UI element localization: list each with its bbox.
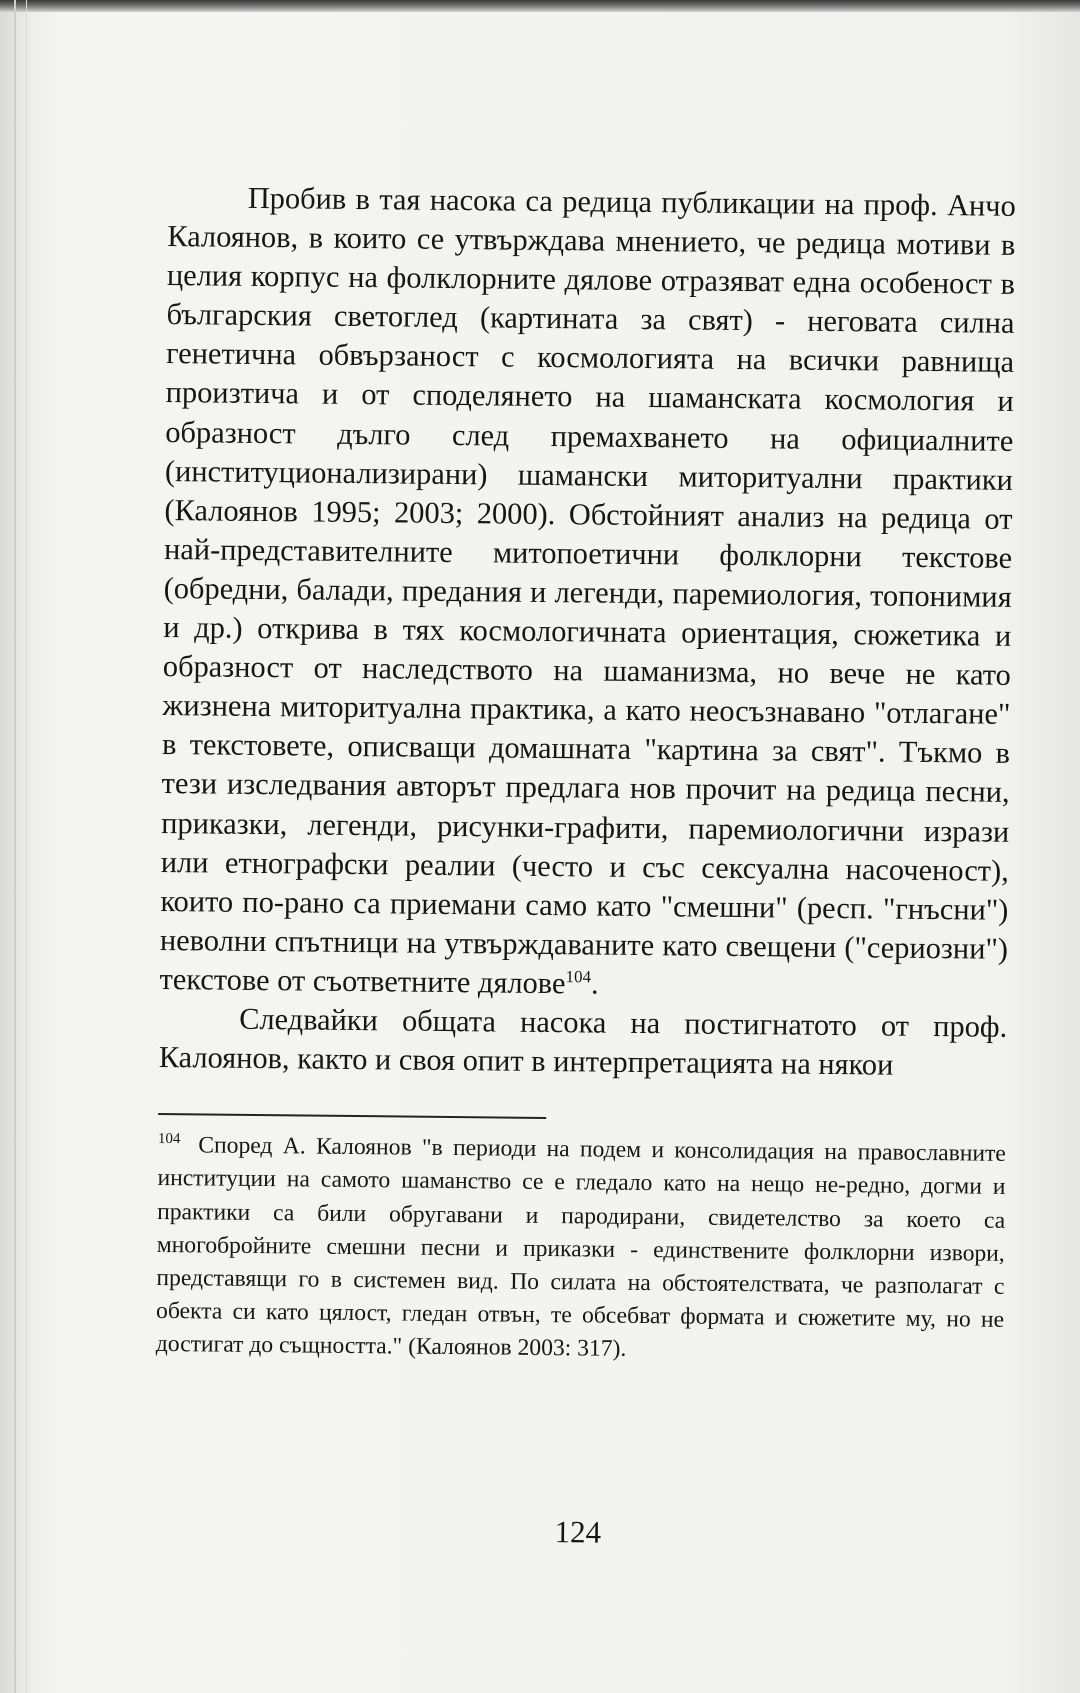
paragraph <box>159 999 1008 1086</box>
footnote-text: Според А. Калоянов "в периоди на подем и консолидация на православните институции на самото шаманство се е гледало като на нещо не-редно, догми и практики са били обругавани и пародирани, свидетелство за което са многобройните смешни песни и приказки - единствените фолклорни извори, представящи го в системен вид. По силата на обстоятелствата, че разполагат с обекта си като цялост, гледан отвън, те обсебват формата и сюжетите му, но не достигат до същността." (Калоянов 2003: 317). <box>155 1132 1006 1363</box>
footnote-number: 104 <box>157 1131 181 1148</box>
footnote-reference[interactable]: 104 <box>565 966 592 987</box>
scan-top-shadow <box>0 0 1080 12</box>
paragraph <box>159 178 1016 1008</box>
paragraph-text: Пробив в тая насока са редица публикации на проф. Анчо Калоянов, в които се утвърждава мнението, че редица мотиви в целия корпус на фолклорните дялове отразяват една особеност в българския светоглед (картината за свят) - неговата силна генетична обвързаност с космологията на всички равнища произтича и от споделянето на шаманската космология и образност дълго след премахването на официалните (институционализирани) шамански миторитуални практики (Калоянов 1995; 2003; 2000). Обстойният анализ на редица от най-представителните митопоетични фолклорни текстове (обредни, балади, предания и легенди, паремиология, топонимия и др.) открива в тях космологичната ориентация, сюжетика и образност от наследството на шаманизма, но вече не като жизнена миторитуална практика, а като неосъзнавано "отлагане" в текстовете, описващи домашната "картина за свят". Тъкмо в тези изследвания авторът предлага нов прочит на редица песни, приказки, легенди, рисунки-графити, паремиологични изрази или етнографски реалии (често и със сексуална насоченост), които по-рано са приемани само като "смешни" (респ. "гнъсни") неволни спътници на утвърждаваните като свещени ("сериозни") текстове от съответните дялове <box>159 180 1016 1001</box>
page-number: 124 <box>554 1514 602 1550</box>
footnote <box>156 1129 1006 1370</box>
body-text <box>159 178 1016 1086</box>
paragraph-tail: . <box>590 966 599 1001</box>
footnote-separator <box>158 1113 546 1119</box>
page-content <box>155 178 1016 1550</box>
page-edge-line <box>14 0 16 1693</box>
paragraph-text: Следвайки общата насока на постигнатото от проф. Калоянов, както и своя опит в интерпретацията на някои <box>158 1001 1008 1082</box>
page-edge-line <box>26 0 27 1693</box>
